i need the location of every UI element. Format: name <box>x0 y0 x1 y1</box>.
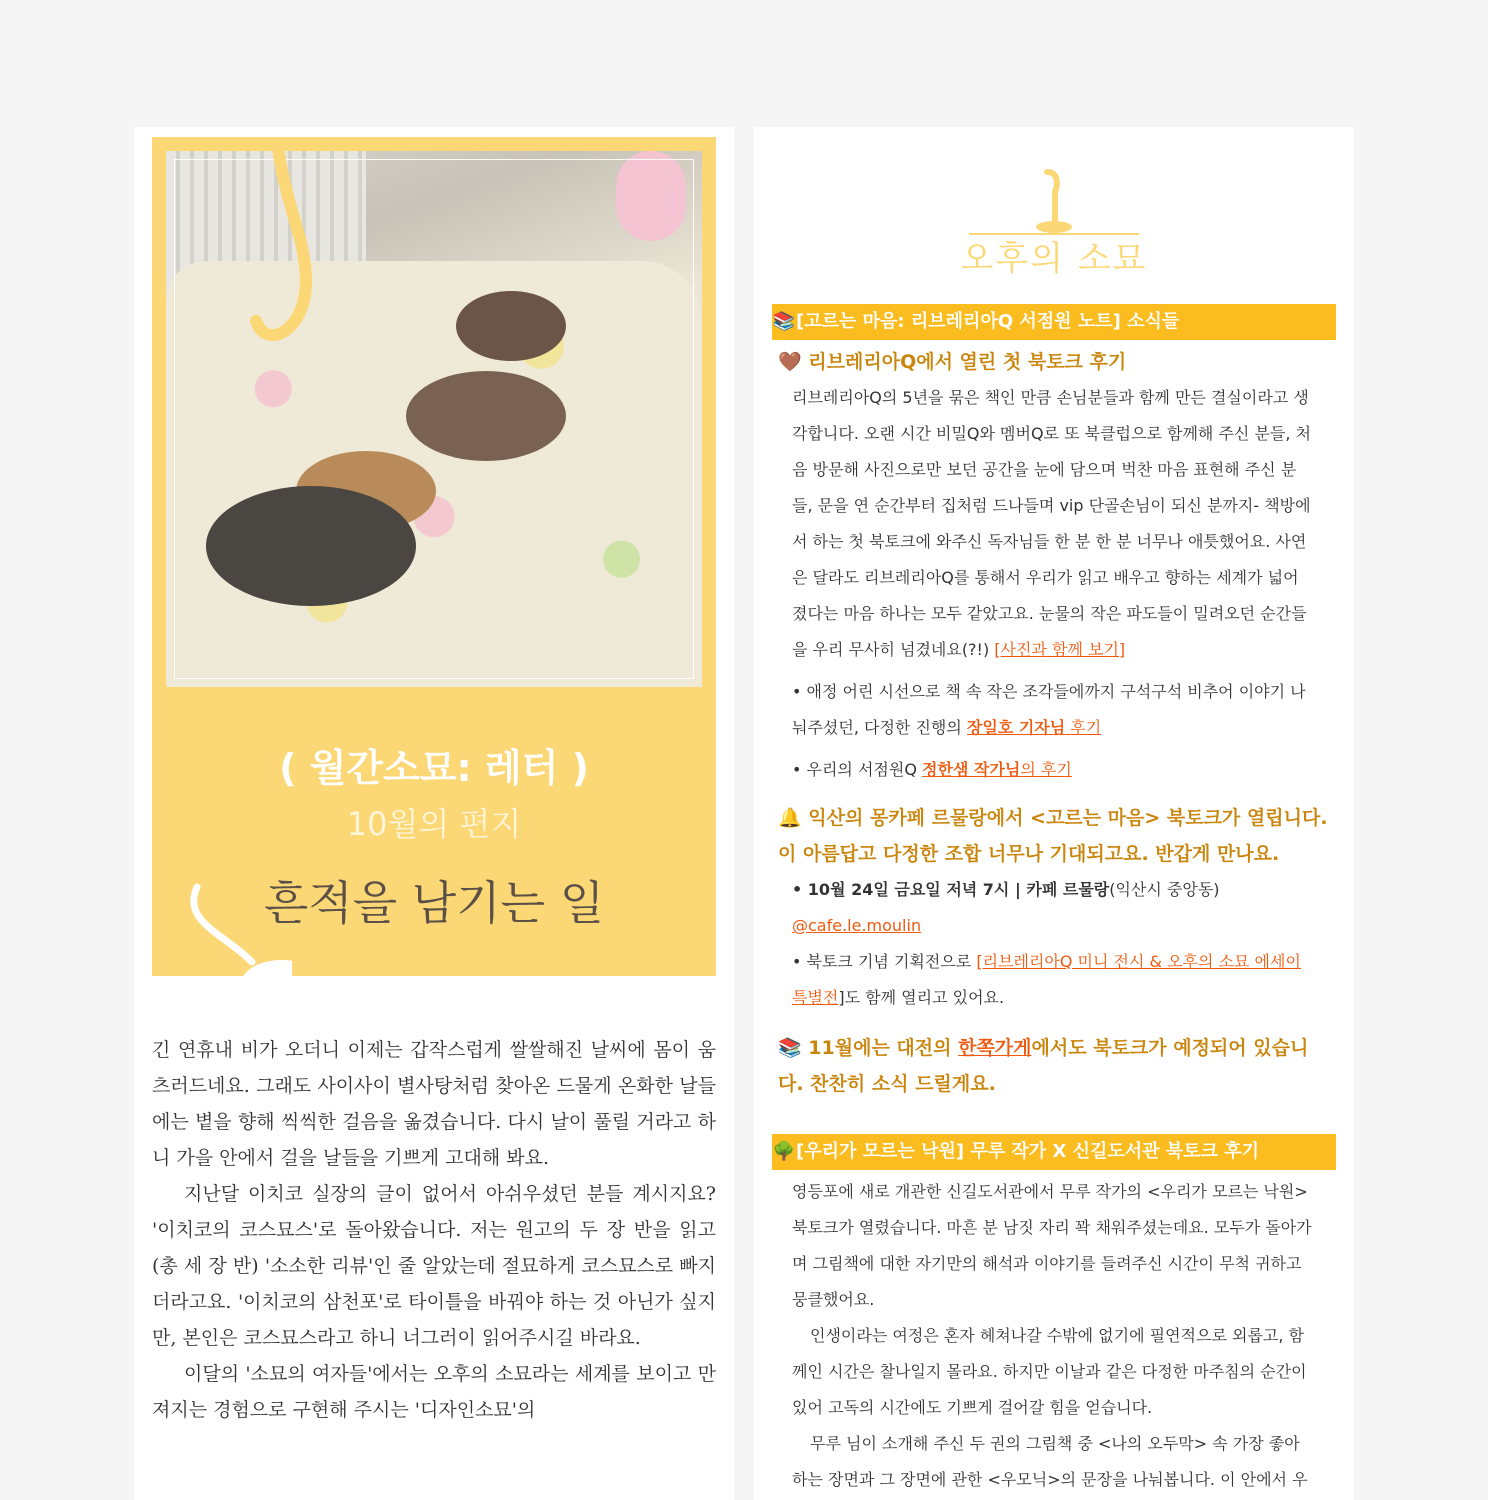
letter-month-label: 10월의 편지 <box>346 805 522 843</box>
subheading: 🤎 리브레리아Q에서 열린 첫 북토크 후기 <box>778 351 1127 373</box>
photo-link[interactable]: [사진과 함께 보기] <box>994 640 1126 659</box>
section-libreria <box>772 304 1336 1102</box>
event-detail: • 10월 24일 금요일 저녁 7시 | 카페 르물랑(익산시 중앙동) @cafe.le.moulin <box>792 880 1220 935</box>
body-paragraph: 영등포에 새로 개관한 신길도서관에서 무루 작가의 <우리가 모르는 낙원> 북토크가 열렸습니다. 마흔 분 남짓 자리 꽉 채워주셨는데요. 모두가 돌아가며 그림책에 대한 자기만의 해석과 이야기를 들려주신 시간이 무척 귀하고 뭉클했어요. 인생이라는 여정은 혼자 헤쳐나갈 수밖에 없기에 필연적으로 외롭고, 함께인 시간은 찰나일지 몰라요. 하지만 이날과 같은 다정한 마주침의 순간이 있어 고독의 시간에도 기쁘게 걸어갈 힘을 얻습니다. 무루 님이 소개해 주신 두 권의 그림책 중 <나의 오두막> 속 가장 좋아하는 장면과 그 장면에 관한 <우모닉>의 문장을 나눠봅니다. 이 안에서 우 <box>792 1182 1312 1489</box>
essay-paragraph: 지난달 이치코 실장의 글이 없어서 아쉬우셨던 분들 계시지요? '이치코의 코스묘스'로 돌아왔습니다. 저는 원고의 두 장 반을 읽고(총 세 장 반) '소소한 리뷰'인 줄 알았는데 절묘하게 코스묘스로 빠지더라고요. '이치코의 삼천포'로 타이틀을 바꿔야 하는 것 아닌가 싶지만, 본인은 코스묘스라고 하니 너그러이 읽어주시길 바라요. <box>152 1183 716 1349</box>
reporter-review-link[interactable]: 장일호 기자님 <box>966 718 1066 737</box>
cats-photo <box>166 151 702 687</box>
letter-hero-card <box>152 137 716 976</box>
letter-title: 흔적을 남기는 일 <box>263 876 605 930</box>
bullet-item: • 애정 어린 시선으로 책 속 작은 조각들에까지 구석구석 비추어 이야기 나눠주셨던, 다정한 진행의 장일호 기자님 후기 <box>792 682 1306 737</box>
tree-icon: 🌳 <box>772 1141 796 1162</box>
hanjjok-store-link[interactable]: 한쪽가게 <box>958 1037 1032 1059</box>
hanger-logo-icon <box>959 167 1149 237</box>
hook-decoration-icon <box>246 151 326 391</box>
section-muru-booktalk <box>772 1134 1336 1498</box>
heart-icon: 🤎 <box>778 351 802 373</box>
letter-series-label: ( 월간소묘: 레터 ) <box>279 746 589 790</box>
right-column <box>754 127 1354 1500</box>
essay-paragraph: 이달의 '소묘의 여자들'에서는 오후의 소묘라는 세계를 보이고 만져지는 경험으로 구현해 주시는 '디자인소묘'의 <box>152 1363 716 1421</box>
bullet-item: • 우리의 서점원Q 정한샘 작가님의 후기 <box>792 760 1072 779</box>
bell-icon: 🔔 <box>778 807 802 829</box>
books-icon: 📚 <box>778 1037 802 1059</box>
tail-decoration-icon <box>182 882 292 976</box>
letter-essay <box>152 1032 716 1428</box>
section-header-bar <box>772 304 1336 340</box>
author-review-link[interactable]: 정한샘 작가님 <box>922 760 1021 779</box>
brand-logo-text: 오후의 소묘 <box>960 239 1148 279</box>
section-header-label: [고르는 마음: 리브레리아Q 서점원 노트] 소식들 <box>796 311 1180 332</box>
section-header-label: [우리가 모르는 낙원] 무루 작가 X 신길도서관 북토크 후기 <box>796 1141 1259 1162</box>
left-column <box>134 127 734 1500</box>
essay-paragraph: 긴 연휴내 비가 오더니 이제는 갑작스럽게 쌀쌀해진 날씨에 몸이 움츠러드네요. 그래도 사이사이 별사탕처럼 찾아온 드물게 온화한 날들에는 볕을 향해 씩씩한 걸음을 옮겼습니다. 다시 날이 풀릴 거라고 하니 가을 안에서 걸을 날들을 기쁘게 고대해 봐요. <box>152 1039 716 1169</box>
event-detail: • 북토크 기념 기획전으로 [리브레리아Q 미니 전시 & 오후의 소묘 에세이 특별전]도 함께 열리고 있어요. <box>792 952 1301 1007</box>
section-header-bar <box>772 1134 1336 1170</box>
reporter-review-link-suffix[interactable]: 후기 <box>1065 718 1102 737</box>
body-paragraph: 리브레리아Q의 5년을 묶은 책인 만큼 손님분들과 함께 만든 결실이라고 생각합니다. 오랜 시간 비밀Q와 멤버Q로 또 북클럽으로 함께해 주신 분들, 처음 방문해 사진으로만 보던 공간을 눈에 담으며 벅찬 마음 표현해 주신 분들, 문을 연 순간부터 집처럼 드나들며 vip 단골손님이 되신 분까지- 책방에서 하는 첫 북토크에 와주신 독자님들 한 분 한 분 너무나 애틋했어요. 사연은 달라도 리브레리아Q를 통해서 우리가 읽고 배우고 향하는 세계가 넓어졌다는 마음 하나는 모두 같았고요. 눈물의 작은 파도들이 밀려오던 순간들을 우리 무사히 넘겼네요(?!) [사진과 함께 보기] <box>792 388 1311 659</box>
subheading: 🔔 익산의 몽카페 르물랑에서 <고르는 마음> 북토크가 열립니다. 이 아름답고 다정한 조합 너무나 기대되고요. 반갑게 만나요. <box>778 807 1328 865</box>
author-review-link-suffix[interactable]: 의 후기 <box>1020 760 1072 779</box>
exhibition-link[interactable]: [리브레리아Q 미니 전시 & 오후의 소묘 에세이 특별전 <box>792 952 1301 1007</box>
books-icon: 📚 <box>772 311 796 332</box>
cafe-instagram-link[interactable]: @cafe.le.moulin <box>792 916 922 935</box>
subheading: 📚 11월에는 대전의 한쪽가게에서도 북토크가 예정되어 있습니다. 찬찬히 소식 드릴게요. <box>778 1037 1309 1095</box>
brand-logo <box>959 167 1149 277</box>
